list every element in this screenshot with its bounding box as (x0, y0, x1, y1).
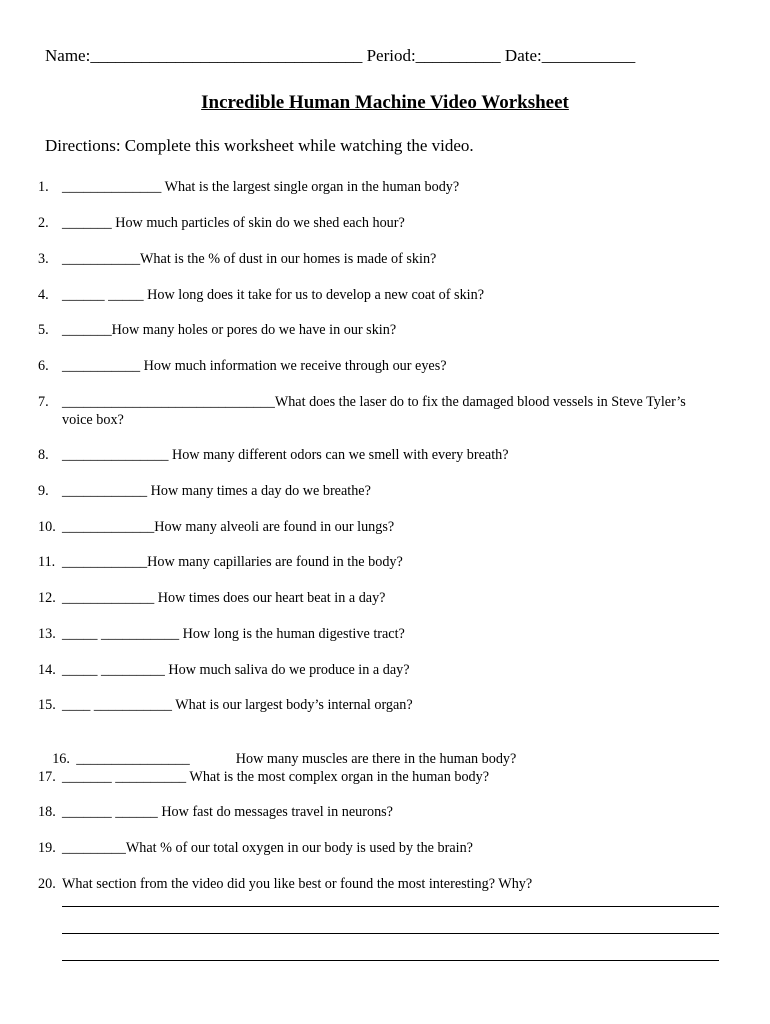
question-number: 17. (38, 769, 56, 785)
question-number: 1. (38, 179, 49, 195)
question-number: 12. (38, 590, 56, 606)
answer-line[interactable] (62, 933, 719, 934)
student-info-header: Name:________________________________ Period:__________ Date:___________ (45, 46, 636, 65)
question-11 (38, 553, 728, 571)
question-text: ________________ How many muscles are there in the human body? (76, 751, 517, 767)
question-text: ____________ How many times a day do we breathe? (62, 483, 371, 499)
question-text: _______ How much particles of skin do we shed each hour? (62, 215, 405, 231)
question-number: 3. (38, 251, 49, 267)
question-15 (38, 696, 728, 714)
question-number: 15. (38, 697, 56, 713)
question-19 (38, 839, 728, 857)
question-text: ____ ___________ What is our largest body’s internal organ? (62, 697, 413, 713)
question-number: 8. (38, 447, 49, 463)
worksheet-title: Incredible Human Machine Video Worksheet (201, 92, 569, 113)
question-7 (38, 393, 728, 429)
question-text: ______________________________What does the laser do to fix the damaged blood vessels in Steve Tyler’s (62, 394, 686, 410)
question-1 (38, 178, 728, 196)
question-number: 19. (38, 840, 56, 856)
question-number: 10. (38, 519, 56, 535)
question-14 (38, 661, 728, 679)
question-text: ___________ How much information we receive through our eyes? (62, 358, 447, 374)
question-20 (38, 875, 728, 893)
question-5 (38, 321, 728, 339)
question-text: _____ ___________ How long is the human digestive tract? (62, 626, 405, 642)
question-text: ____________How many capillaries are found in the body? (62, 554, 403, 570)
question-text: _______How many holes or pores do we have in our skin? (62, 322, 397, 338)
question-number: 2. (38, 215, 49, 231)
question-text: _______ __________ What is the most complex organ in the human body? (62, 769, 490, 785)
question-number: 11. (38, 554, 56, 570)
question-2 (38, 214, 728, 232)
question-3 (38, 250, 728, 268)
question-text: ___________What is the % of dust in our homes is made of skin? (62, 251, 437, 267)
question-text: _______________ How many different odors can we smell with every breath? (62, 447, 509, 463)
question-text: _________What % of our total oxygen in our body is used by the brain? (62, 840, 473, 856)
question-text: What section from the video did you like best or found the most interesting? Why? (62, 876, 533, 892)
question-number: 9. (38, 483, 49, 499)
question-text: _____________ How times does our heart beat in a day? (62, 590, 386, 606)
question-number: 5. (38, 322, 49, 338)
question-8 (38, 446, 728, 464)
question-text: ______________ What is the largest single organ in the human body? (62, 179, 460, 195)
question-number: 4. (38, 287, 49, 303)
question-text: _____ _________ How much saliva do we produce in a day? (62, 662, 410, 678)
question-number: 7. (38, 394, 49, 410)
question-12 (38, 589, 728, 607)
question-text: _____________How many alveoli are found in our lungs? (62, 519, 395, 535)
question-text-continued: voice box? (62, 412, 124, 428)
directions-text: Directions: Complete this worksheet while watching the video. (45, 136, 474, 155)
question-number: 14. (38, 662, 56, 678)
question-number: 18. (38, 804, 56, 820)
question-9 (38, 482, 728, 500)
question-number: 20. (38, 876, 56, 892)
question-4 (38, 286, 728, 304)
question-13 (38, 625, 728, 643)
question-10 (38, 518, 728, 536)
question-17 (38, 768, 728, 786)
question-number: 13. (38, 626, 56, 642)
answer-line[interactable] (62, 960, 719, 961)
question-text: ______ _____ How long does it take for us to develop a new coat of skin? (62, 287, 484, 303)
question-number: 6. (38, 358, 49, 374)
question-text: _______ ______ How fast do messages travel in neurons? (62, 804, 393, 820)
answer-line[interactable] (62, 906, 719, 907)
question-18 (38, 803, 728, 821)
question-number: 16. (52, 751, 70, 767)
question-6 (38, 357, 728, 375)
